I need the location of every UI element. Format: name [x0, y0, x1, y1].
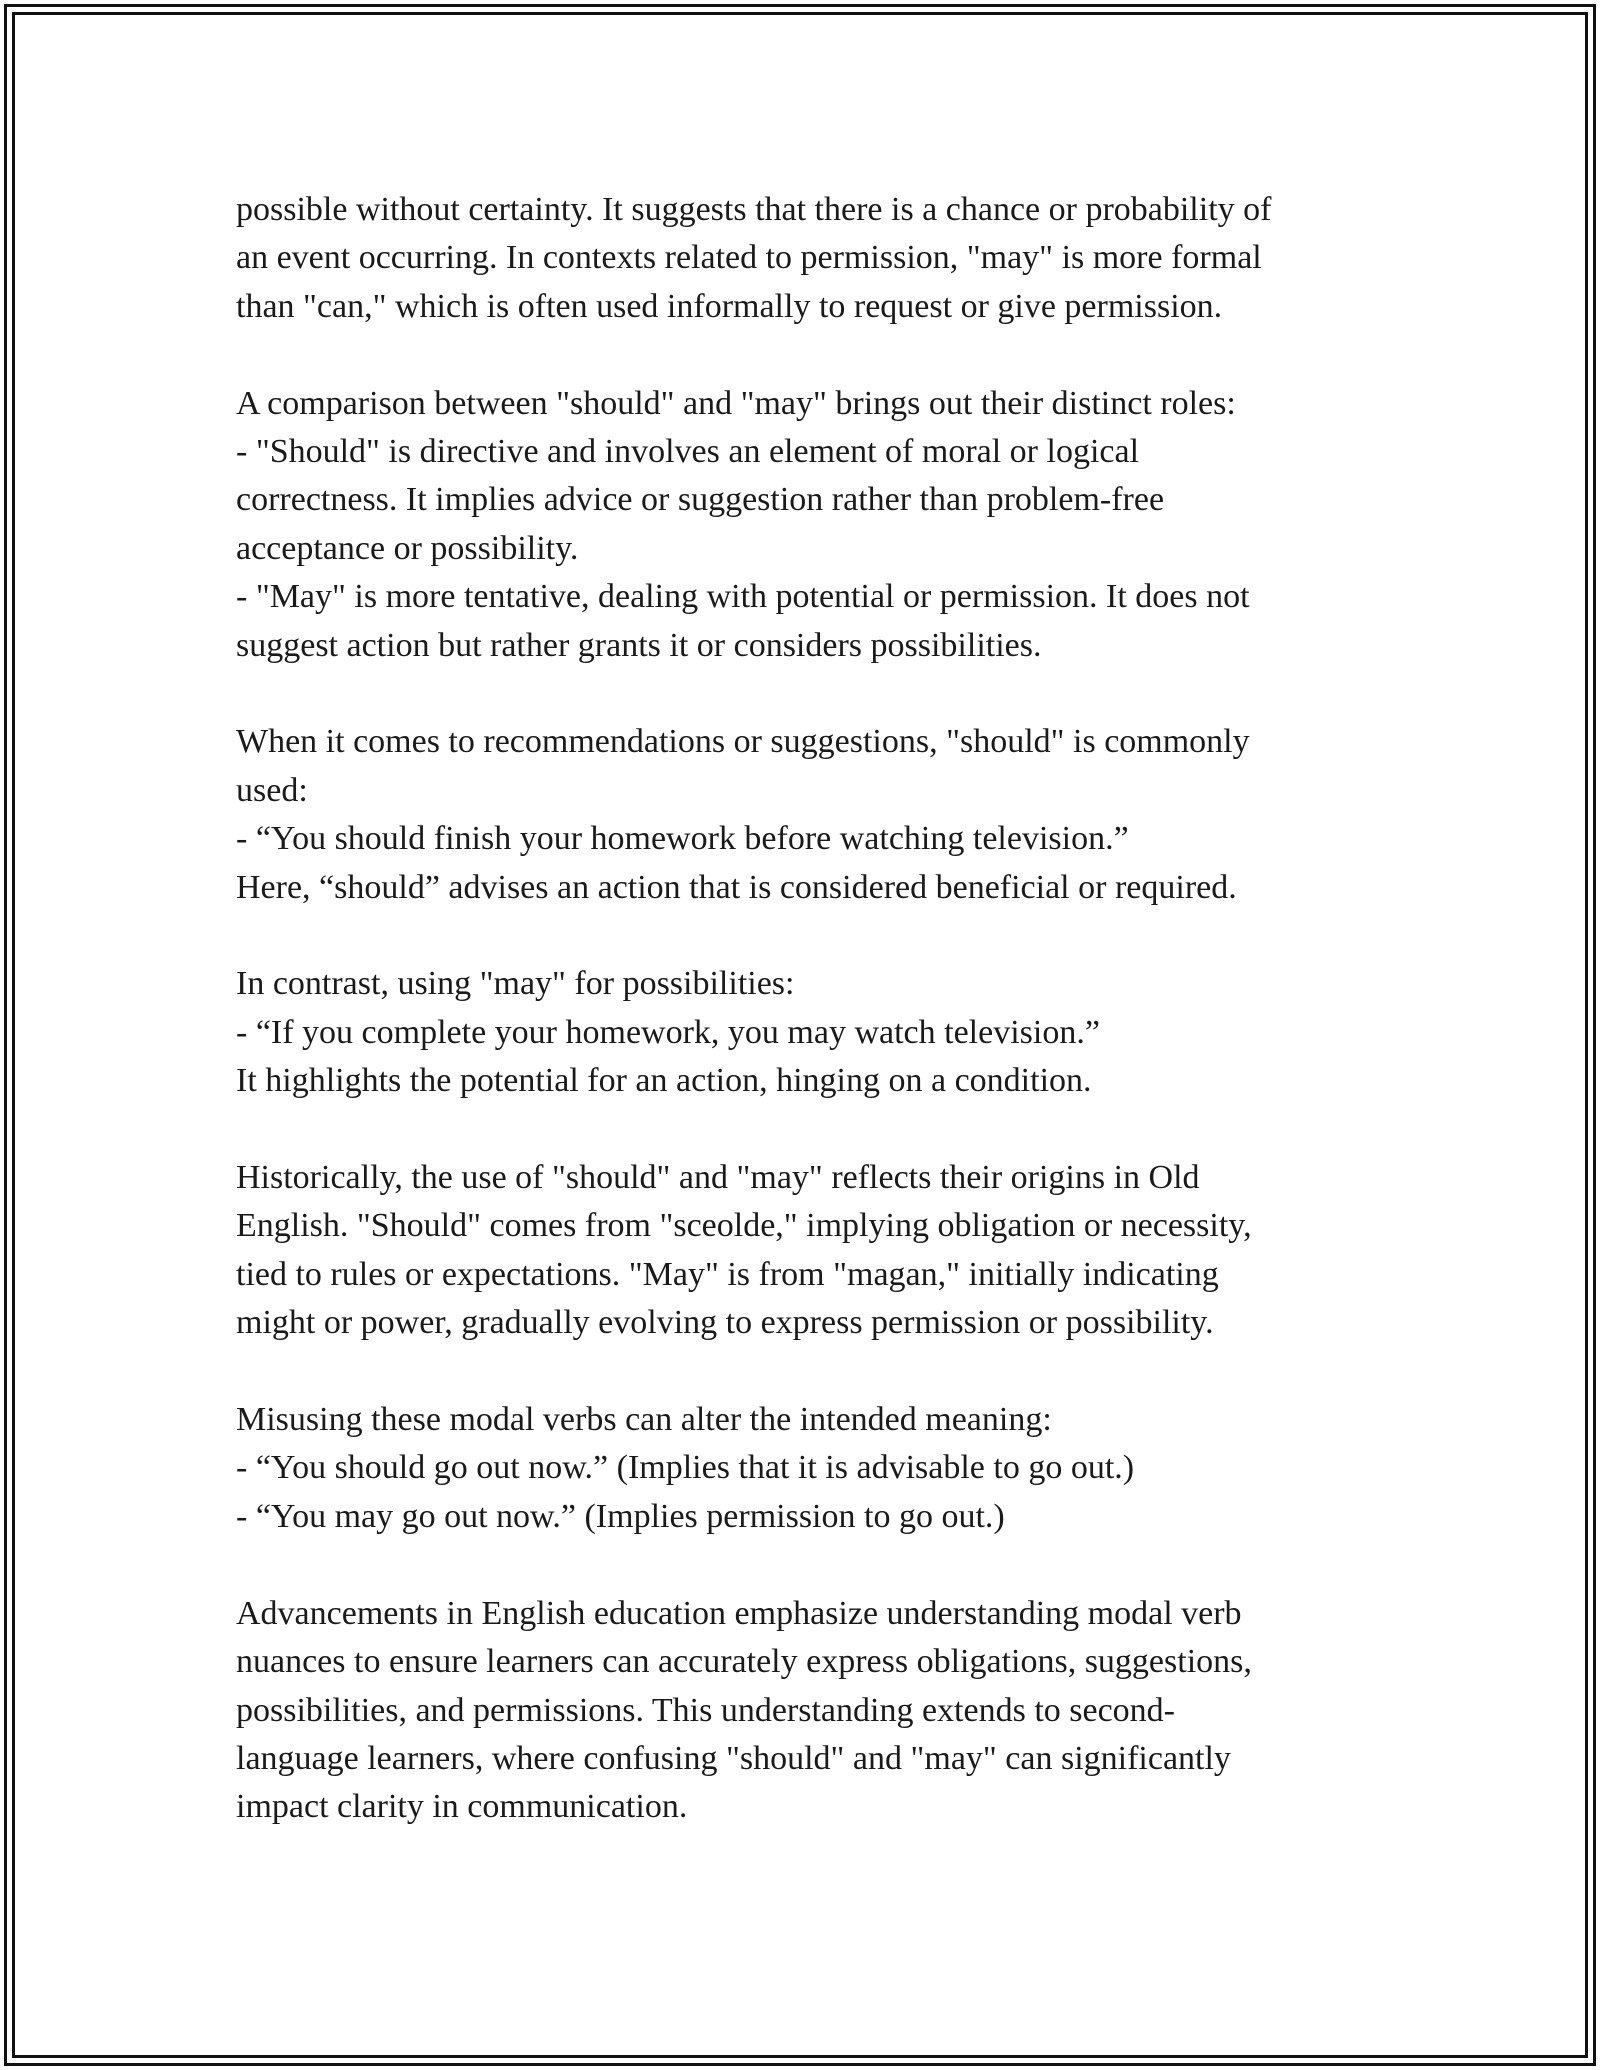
- text-line: might or power, gradually evolving to express permission or possibility.: [236, 1304, 1214, 1342]
- text-line: an event occurring. In contexts related to permission, "may" is more formal: [236, 239, 1262, 277]
- paragraph-3: [236, 718, 1386, 912]
- paragraph-gap: [236, 1541, 1386, 1589]
- text-line: In contrast, using "may" for possibilities:: [236, 965, 795, 1003]
- text-line: possible without certainty. It suggests that there is a chance or probability of: [236, 191, 1272, 228]
- text-line: nuances to ensure learners can accurately express obligations, suggestions,: [236, 1643, 1252, 1681]
- paragraph-1: [236, 186, 1386, 331]
- paragraph-6: [236, 1396, 1386, 1541]
- paragraph-gap: [236, 912, 1386, 960]
- text-line: - "Should" is directive and involves an element of moral or logical: [236, 433, 1140, 471]
- text-line: language learners, where confusing "should" and "may" can significantly: [236, 1739, 1231, 1777]
- paragraph-gap: [236, 1348, 1386, 1396]
- text-line: tied to rules or expectations. "May" is from "magan," initially indicating: [236, 1255, 1219, 1293]
- text-line: - “If you complete your homework, you may watch television.”: [236, 1013, 1100, 1051]
- text-line: Here, “should” advises an action that is considered beneficial or required.: [236, 868, 1237, 906]
- text-line: It highlights the potential for an action, hinging on a condition.: [236, 1062, 1092, 1100]
- text-line: correctness. It implies advice or suggestion rather than problem-free: [236, 481, 1165, 519]
- text-line: suggest action but rather grants it or considers possibilities.: [236, 626, 1042, 664]
- paragraph-gap: [236, 1106, 1386, 1154]
- text-line: Historically, the use of "should" and "may" reflects their origins in Old: [236, 1159, 1200, 1197]
- text-line: A comparison between "should" and "may" brings out their distinct roles:: [236, 384, 1236, 422]
- text-line: - “You may go out now.” (Implies permission to go out.): [236, 1497, 1005, 1535]
- paragraph-gap: [236, 331, 1386, 379]
- paragraph-7: [236, 1590, 1386, 1832]
- text-line: - “You should go out now.” (Implies that it is advisable to go out.): [236, 1449, 1135, 1487]
- text-line: - "May" is more tentative, dealing with potential or permission. It does not: [236, 578, 1250, 616]
- document-body: [236, 186, 1386, 1832]
- text-line: acceptance or possibility.: [236, 529, 579, 567]
- text-line: Advancements in English education emphasize understanding modal verb: [236, 1594, 1242, 1632]
- text-line: English. "Should" comes from "sceolde," implying obligation or necessity,: [236, 1207, 1252, 1245]
- text-line: Misusing these modal verbs can alter the intended meaning:: [236, 1401, 1052, 1439]
- text-line: used:: [236, 771, 308, 809]
- paragraph-2: [236, 380, 1386, 670]
- text-line: When it comes to recommendations or suggestions, "should" is commonly: [236, 723, 1250, 761]
- text-line: - “You should finish your homework before watching television.”: [236, 820, 1129, 858]
- paragraph-gap: [236, 670, 1386, 718]
- paragraph-5: [236, 1154, 1386, 1348]
- text-line: impact clarity in communication.: [236, 1788, 688, 1826]
- text-line: possibilities, and permissions. This understanding extends to second-: [236, 1691, 1176, 1729]
- text-line: than "can," which is often used informally to request or give permission.: [236, 287, 1223, 325]
- paragraph-4: [236, 960, 1386, 1105]
